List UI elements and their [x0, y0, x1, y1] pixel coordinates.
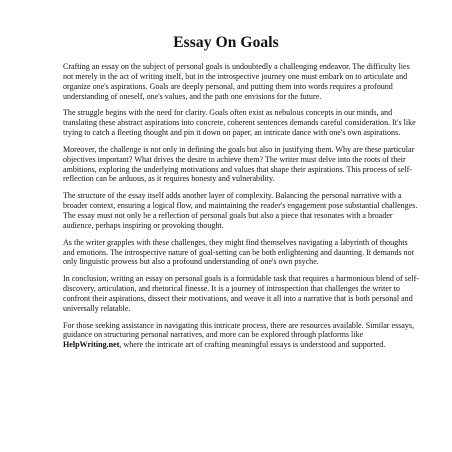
essay-title: Essay On Goals [173, 34, 279, 51]
essay-body [63, 62, 420, 357]
closing-text-after: , where the intricate art of crafting meaningful essays is understood and supported. [119, 340, 386, 350]
paragraph-5: As the writer grapples with these challenges, they might find themselves navigating a labyrinth of thoughts and emotions. The introspective nature of goal-setting can be both enlightening and daunting. It demands not only linguistic prowess but also a profound understanding of one's own psyche. [63, 237, 414, 267]
helpwriting-link[interactable]: HelpWriting.net [63, 340, 120, 350]
closing-paragraph [63, 321, 420, 351]
paragraph-2: The struggle begins with the need for clarity. Goals often exist as nebulous concepts in our minds, and translating these abstract aspirations into concrete, coherent sentences demands careful consideration. It's like trying to catch a fleeting thought and pin it down on paper, an intricate dance with one's own aspirations. [63, 108, 416, 138]
closing-text-before: For those seeking assistance in navigating this intricate process, there are resources available. Similar essays, guidance on structuring personal narratives, and more can be explored through platforms like [63, 320, 415, 340]
paragraph-1: Crafting an essay on the subject of personal goals is undoubtedly a challenging endeavor. The difficulty lies not merely in the act of writing itself, but in the introspective journey one must embark on to articulate and organize one's aspirations. Goals are deeply personal, and putting them into words requires a profound understanding of oneself, one's values, and the path one envisions for the future. [63, 62, 410, 101]
paragraph-3: Moreover, the challenge is not only in defining the goals but also in justifying them. Why are these particular objectives important? What drives the desire to achieve them? The writer must delve into the roots of their ambitions, exploring the underlying motivations and values that shape their aspirations. This process of self-reflection can be arduous, as it requires honesty and vulnerability. [63, 144, 415, 184]
paragraph-4: The structure of the essay itself adds another layer of complexity. Balancing the personal narrative with a broader context, ensuring a logical flow, and maintaining the reader's engagement pose substantial challenges. The essay must not only be a reflection of personal goals but also a piece that resonates with a broader audience, perhaps inspiring or provoking thought. [63, 191, 418, 230]
paragraph-6: In conclusion, writing an essay on personal goals is a formidable task that requires a harmonious blend of self-discovery, articulation, and rhetorical finesse. It is a journey of introspection that challenges the writer to confront their aspirations, dissect their motivations, and weave it all into a narrative that is both personal and universally relatable. [63, 274, 419, 313]
